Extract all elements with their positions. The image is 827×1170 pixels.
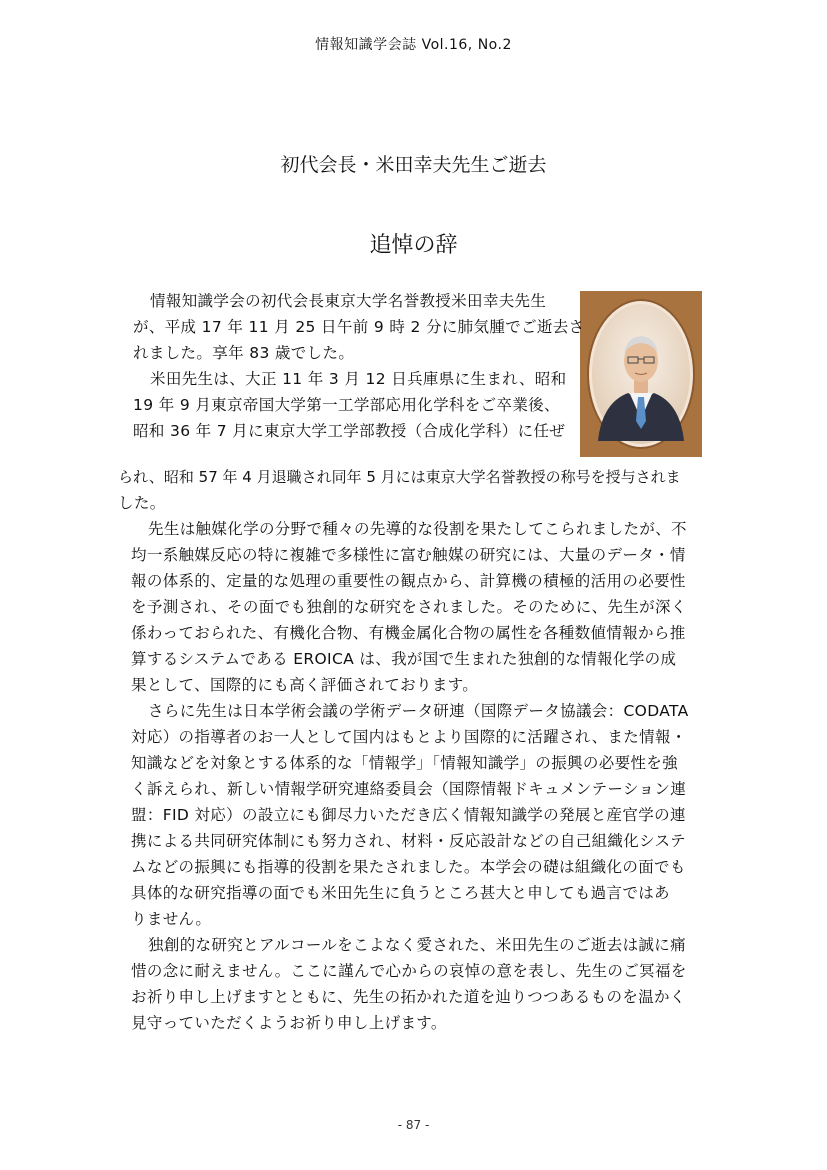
paragraph-line: ムなどの振興にも指導的役割を果たされました。本学会の礎は組織化の面でも (131, 858, 686, 876)
paragraph-line: 均一系触媒反応の特に複雑で多様性に富む触媒の研究には、大量のデータ・情 (131, 546, 686, 564)
paragraph-line: 対応）の指導者のお一人として国内はもとより国際的に活躍され、また情報・ (131, 728, 687, 746)
paragraph-line: れました。享年 83 歳でした。 (133, 344, 355, 362)
journal-header: 情報知識学会誌 Vol.16, No.2 (315, 37, 512, 53)
paragraph-line: 米田先生は、大正 11 年 3 月 12 日兵庫県に生まれ、昭和 (150, 370, 567, 388)
paragraph-line: 昭和 36 年 7 月に東京大学工学部教授（合成化学科）に任ぜ (133, 422, 566, 440)
paragraph-line: 惜の念に耐えません。ここに謹んで心からの哀悼の意を表し、先生のご冥福を (131, 962, 687, 980)
paragraph-line: 見守っていただくようお祈り申し上げます。 (131, 1014, 447, 1032)
paragraph-line: を予測され、その面でも独創的な研究をされました。そのために、先生が深く (131, 598, 687, 616)
paragraph-line: お祈り申し上げますとともに、先生の拓かれた道を辿りつつあるものを温かく (131, 988, 686, 1006)
paragraph-line: 係わっておられた、有機化合物、有機金属化合物の属性を各種数値情報から推 (131, 624, 686, 642)
paragraph-line: 先生は触媒化学の分野で種々の先導的な役割を果たしてこられましたが、不 (148, 520, 687, 538)
paragraph-line: 情報知識学会の初代会長東京大学名誉教授米田幸夫先生 (150, 292, 547, 310)
paragraph-line: 知識などを対象とする体系的な「情報学」「情報知識学」の振興の必要性を強 (131, 754, 679, 772)
paragraph-line: さらに先生は日本学術会議の学術データ研連（国際データ協議会：CODATA (148, 702, 689, 720)
paragraph-line: く訴えられ、新しい情報学研究連絡委員会（国際情報ドキュメンテーション連 (131, 780, 687, 798)
paragraph-line: 独創的な研究とアルコールをこよなく愛された、米田先生のご逝去は誠に痛 (148, 936, 686, 954)
article-subtitle: 初代会長・米田幸夫先生ご逝去 (280, 154, 547, 176)
paragraph-line: 果として、国際的にも高く評価されております。 (131, 676, 479, 694)
paragraph-line: 携による共同研究体制にも努力され、材料・反応設計などの自己組織化システ (131, 832, 686, 850)
article-title: 追悼の辞 (369, 233, 458, 258)
portrait-photo (580, 291, 702, 457)
paragraph-line: 19 年 9 月東京帝国大学第一工学部応用化学科をご卒業後、 (133, 396, 560, 414)
paragraph-line: 報の体系的、定量的な処理の重要性の観点から、計算機の積極的活用の必要性 (131, 572, 686, 590)
page-number: - 87 - (397, 1118, 430, 1132)
paragraph-line: 盟：FID 対応）の設立にも御尽力いただき広く情報知識学の発展と産官学の連 (131, 806, 686, 824)
paragraph-line: りません。 (131, 910, 212, 928)
paragraph-line: られ、昭和 57 年 4 月退職され同年 5 月には東京大学名誉教授の称号を授与されま (118, 468, 681, 486)
paragraph-line: 具体的な研究指導の面でも米田先生に負うところ甚大と申しても過言ではあ (131, 884, 670, 902)
paragraph-line: が、平成 17 年 11 月 25 日午前 9 時 2 分に肺気腫でご逝去さ (133, 318, 585, 336)
paragraph-line: した。 (118, 494, 166, 512)
paragraph-line: 算するシステムである EROICA は、我が国で生まれた独創的な情報化学の成 (131, 650, 677, 668)
